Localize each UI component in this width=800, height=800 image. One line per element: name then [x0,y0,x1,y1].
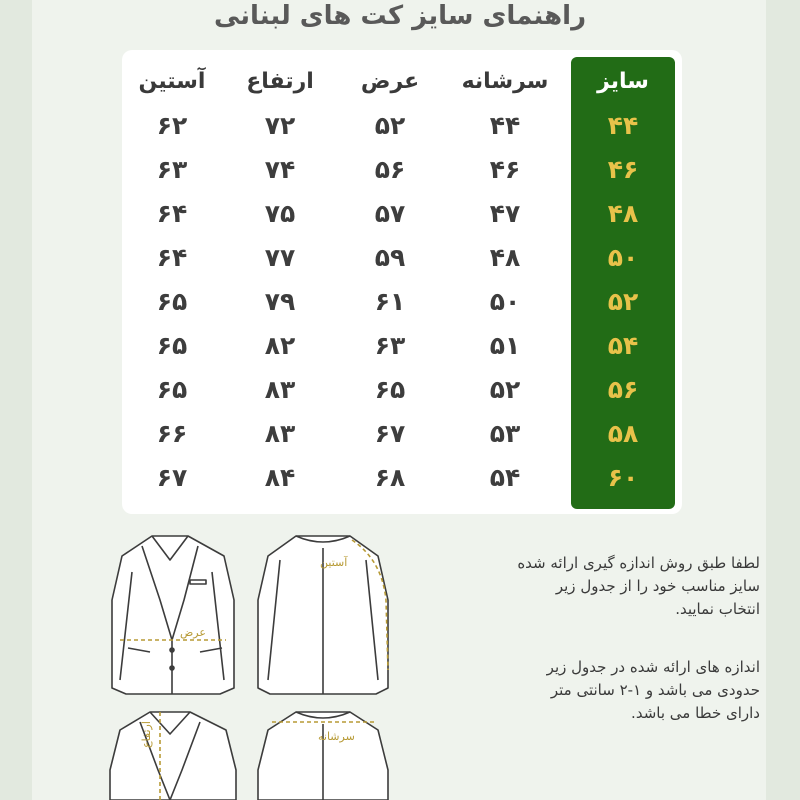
table-cell-width: ۵۹ [374,243,406,272]
table-cell-width: ۶۷ [374,419,406,448]
table-cell-height: ۸۲ [264,331,296,360]
note-line: حدودی می باشد و ۱-۲ سانتی متر [550,681,760,699]
table-cell-size: ۵۶ [607,375,639,404]
table-cell-width: ۶۸ [374,463,406,492]
table-cell-shoulder: ۴۴ [489,111,521,140]
table-cell-width: ۵۶ [374,155,406,184]
table-cell-size: ۴۴ [607,111,639,140]
diagram-label-width: عرض [180,626,206,639]
table-cell-width: ۵۷ [374,199,406,228]
note-line: سایز مناسب خود را از جدول زیر [555,577,760,595]
table-cell-width: ۵۲ [374,111,406,140]
note-line: انتخاب نمایید. [675,600,760,618]
table-cell-sleeve: ۶۷ [156,463,188,492]
diagram-label-height: ارتفاع [140,721,153,748]
column-header-sleeve: آستین [138,69,206,94]
jacket-front-diagram [112,536,234,694]
table-cell-sleeve: ۶۵ [156,375,188,404]
table-cell-size: ۵۰ [607,243,639,272]
table-cell-size: ۴۸ [607,199,639,228]
table-cell-height: ۷۷ [264,243,296,272]
table-cell-size: ۵۲ [607,287,639,316]
note-line: لطفا طبق روش اندازه گیری ارائه شده [517,554,760,572]
table-cell-sleeve: ۶۶ [156,419,188,448]
table-cell-shoulder: ۴۶ [489,155,521,184]
table-cell-height: ۷۵ [264,199,296,228]
column-header-shoulder: سرشانه [461,69,549,94]
table-cell-shoulder: ۵۳ [489,419,521,448]
jacket-front-diagram-lower [110,712,236,800]
column-header-width: عرض [360,69,420,94]
table-cell-height: ۸۳ [264,375,296,404]
table-cell-height: ۸۴ [264,463,296,492]
table-cell-size: ۵۴ [607,331,639,360]
note-line: اندازه های ارائه شده در جدول زیر [546,658,760,676]
table-cell-size: ۵۸ [607,419,639,448]
table-cell-width: ۶۵ [374,375,406,404]
table-cell-height: ۷۲ [264,111,296,140]
table-cell-shoulder: ۴۷ [489,199,521,228]
note-line: دارای خطا می باشد. [631,704,760,722]
table-cell-sleeve: ۶۲ [156,111,188,140]
jacket-back-diagram-lower [258,712,388,800]
diagram-label-shoulder: سرشانه [318,730,355,743]
table-cell-sleeve: ۶۴ [156,199,188,228]
table-cell-sleeve: ۶۴ [156,243,188,272]
table-cell-width: ۶۱ [374,287,406,316]
table-cell-size: ۴۶ [607,155,639,184]
table-cell-height: ۷۴ [264,155,296,184]
table-cell-shoulder: ۵۴ [489,463,521,492]
table-cell-shoulder: ۵۰ [489,287,521,316]
table-cell-height: ۸۳ [264,419,296,448]
column-header-size: سایز [597,69,649,94]
table-cell-shoulder: ۵۲ [489,375,521,404]
table-cell-height: ۷۹ [264,287,296,316]
page-title: راهنمای سایز کت های لبنانی [213,1,587,31]
table-cell-sleeve: ۶۵ [156,287,188,316]
column-header-height: ارتفاع [246,69,314,94]
table-cell-sleeve: ۶۳ [156,155,188,184]
table-cell-width: ۶۳ [374,331,406,360]
diagram-label-sleeve: آستین [320,556,348,569]
table-cell-shoulder: ۴۸ [489,243,521,272]
table-cell-size: ۶۰ [607,463,639,492]
table-cell-sleeve: ۶۵ [156,331,188,360]
table-cell-shoulder: ۵۱ [489,331,521,360]
